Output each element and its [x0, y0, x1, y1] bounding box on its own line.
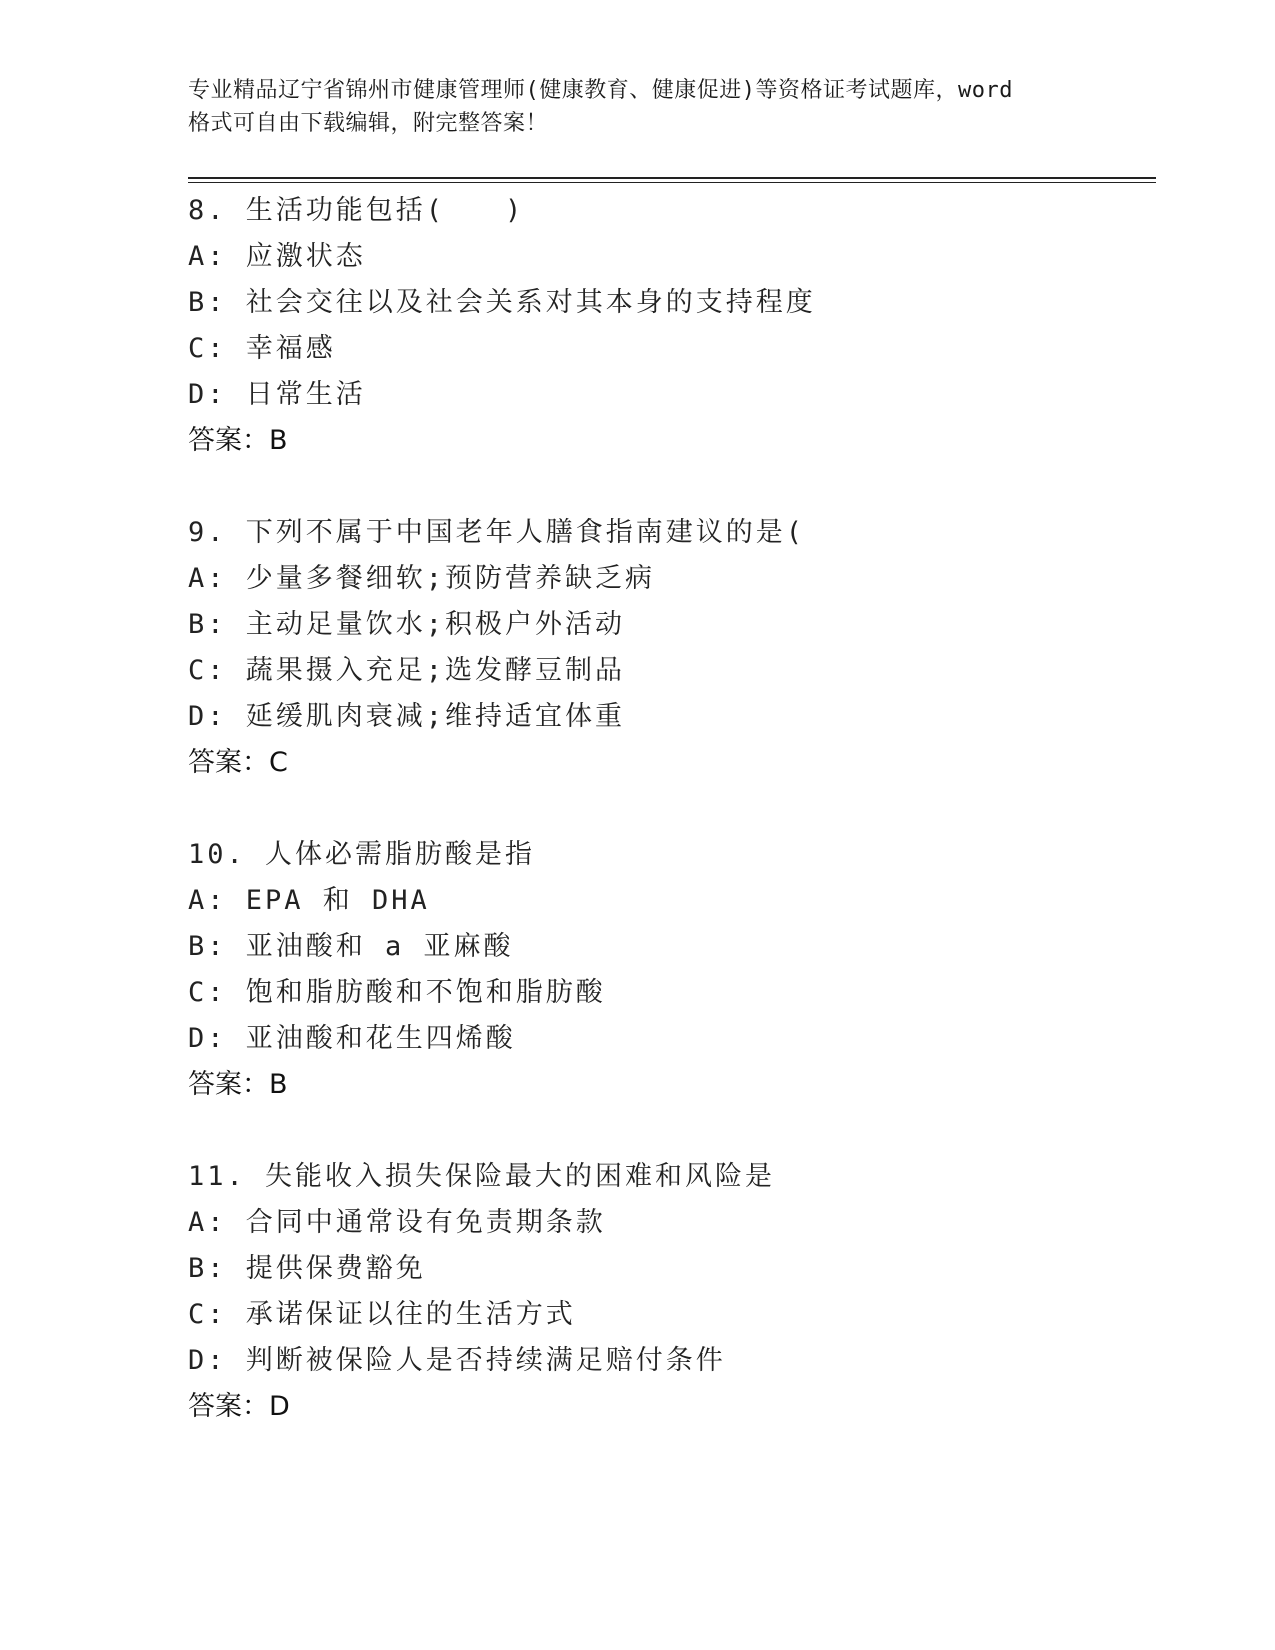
question-title: 8. 生活功能包括( ) — [188, 195, 525, 226]
option-a: A: 应激状态 — [188, 241, 366, 272]
option-b: B: 主动足量饮水;积极户外活动 — [188, 609, 626, 640]
option-d: D: 亚油酸和花生四烯酸 — [188, 1023, 516, 1054]
header-divider-thin — [188, 182, 1156, 183]
option-c: C: 承诺保证以往的生活方式 — [188, 1299, 576, 1330]
header-line-2: 格式可自由下载编辑，附完整答案！ — [188, 111, 549, 136]
option-a: A: EPA 和 DHA — [188, 885, 430, 916]
answer: 答案：B — [188, 425, 288, 456]
question-8 — [188, 188, 1138, 464]
option-a: A: 少量多餐细软;预防营养缺乏病 — [188, 563, 656, 594]
option-a: A: 合同中通常设有免责期条款 — [188, 1207, 606, 1238]
option-c: C: 饱和脂肪酸和不饱和脂肪酸 — [188, 977, 606, 1008]
question-9 — [188, 510, 1138, 786]
option-d: D: 延缓肌肉衰减;维持适宜体重 — [188, 701, 626, 732]
option-c: C: 蔬果摄入充足;选发酵豆制品 — [188, 655, 626, 686]
answer: 答案：C — [188, 747, 288, 778]
option-b: B: 亚油酸和 a 亚麻酸 — [188, 931, 514, 962]
question-title: 11. 失能收入损失保险最大的困难和风险是 — [188, 1161, 776, 1192]
option-d: D: 判断被保险人是否持续满足赔付条件 — [188, 1345, 726, 1376]
document-header — [188, 74, 1088, 140]
header-line-1: 专业精品辽宁省锦州市健康管理师(健康教育、健康促进)等资格证考试题库，word — [188, 78, 1013, 103]
question-list — [188, 188, 1138, 1476]
answer: 答案：D — [188, 1391, 290, 1422]
header-divider-thick — [188, 177, 1156, 179]
question-title: 10. 人体必需脂肪酸是指 — [188, 839, 536, 870]
option-b: B: 社会交往以及社会关系对其本身的支持程度 — [188, 287, 816, 318]
answer: 答案：B — [188, 1069, 288, 1100]
option-b: B: 提供保费豁免 — [188, 1253, 426, 1284]
option-d: D: 日常生活 — [188, 379, 366, 410]
question-title: 9. 下列不属于中国老年人膳食指南建议的是( — [188, 517, 806, 548]
question-10 — [188, 832, 1138, 1108]
question-11 — [188, 1154, 1138, 1430]
option-c: C: 幸福感 — [188, 333, 336, 364]
